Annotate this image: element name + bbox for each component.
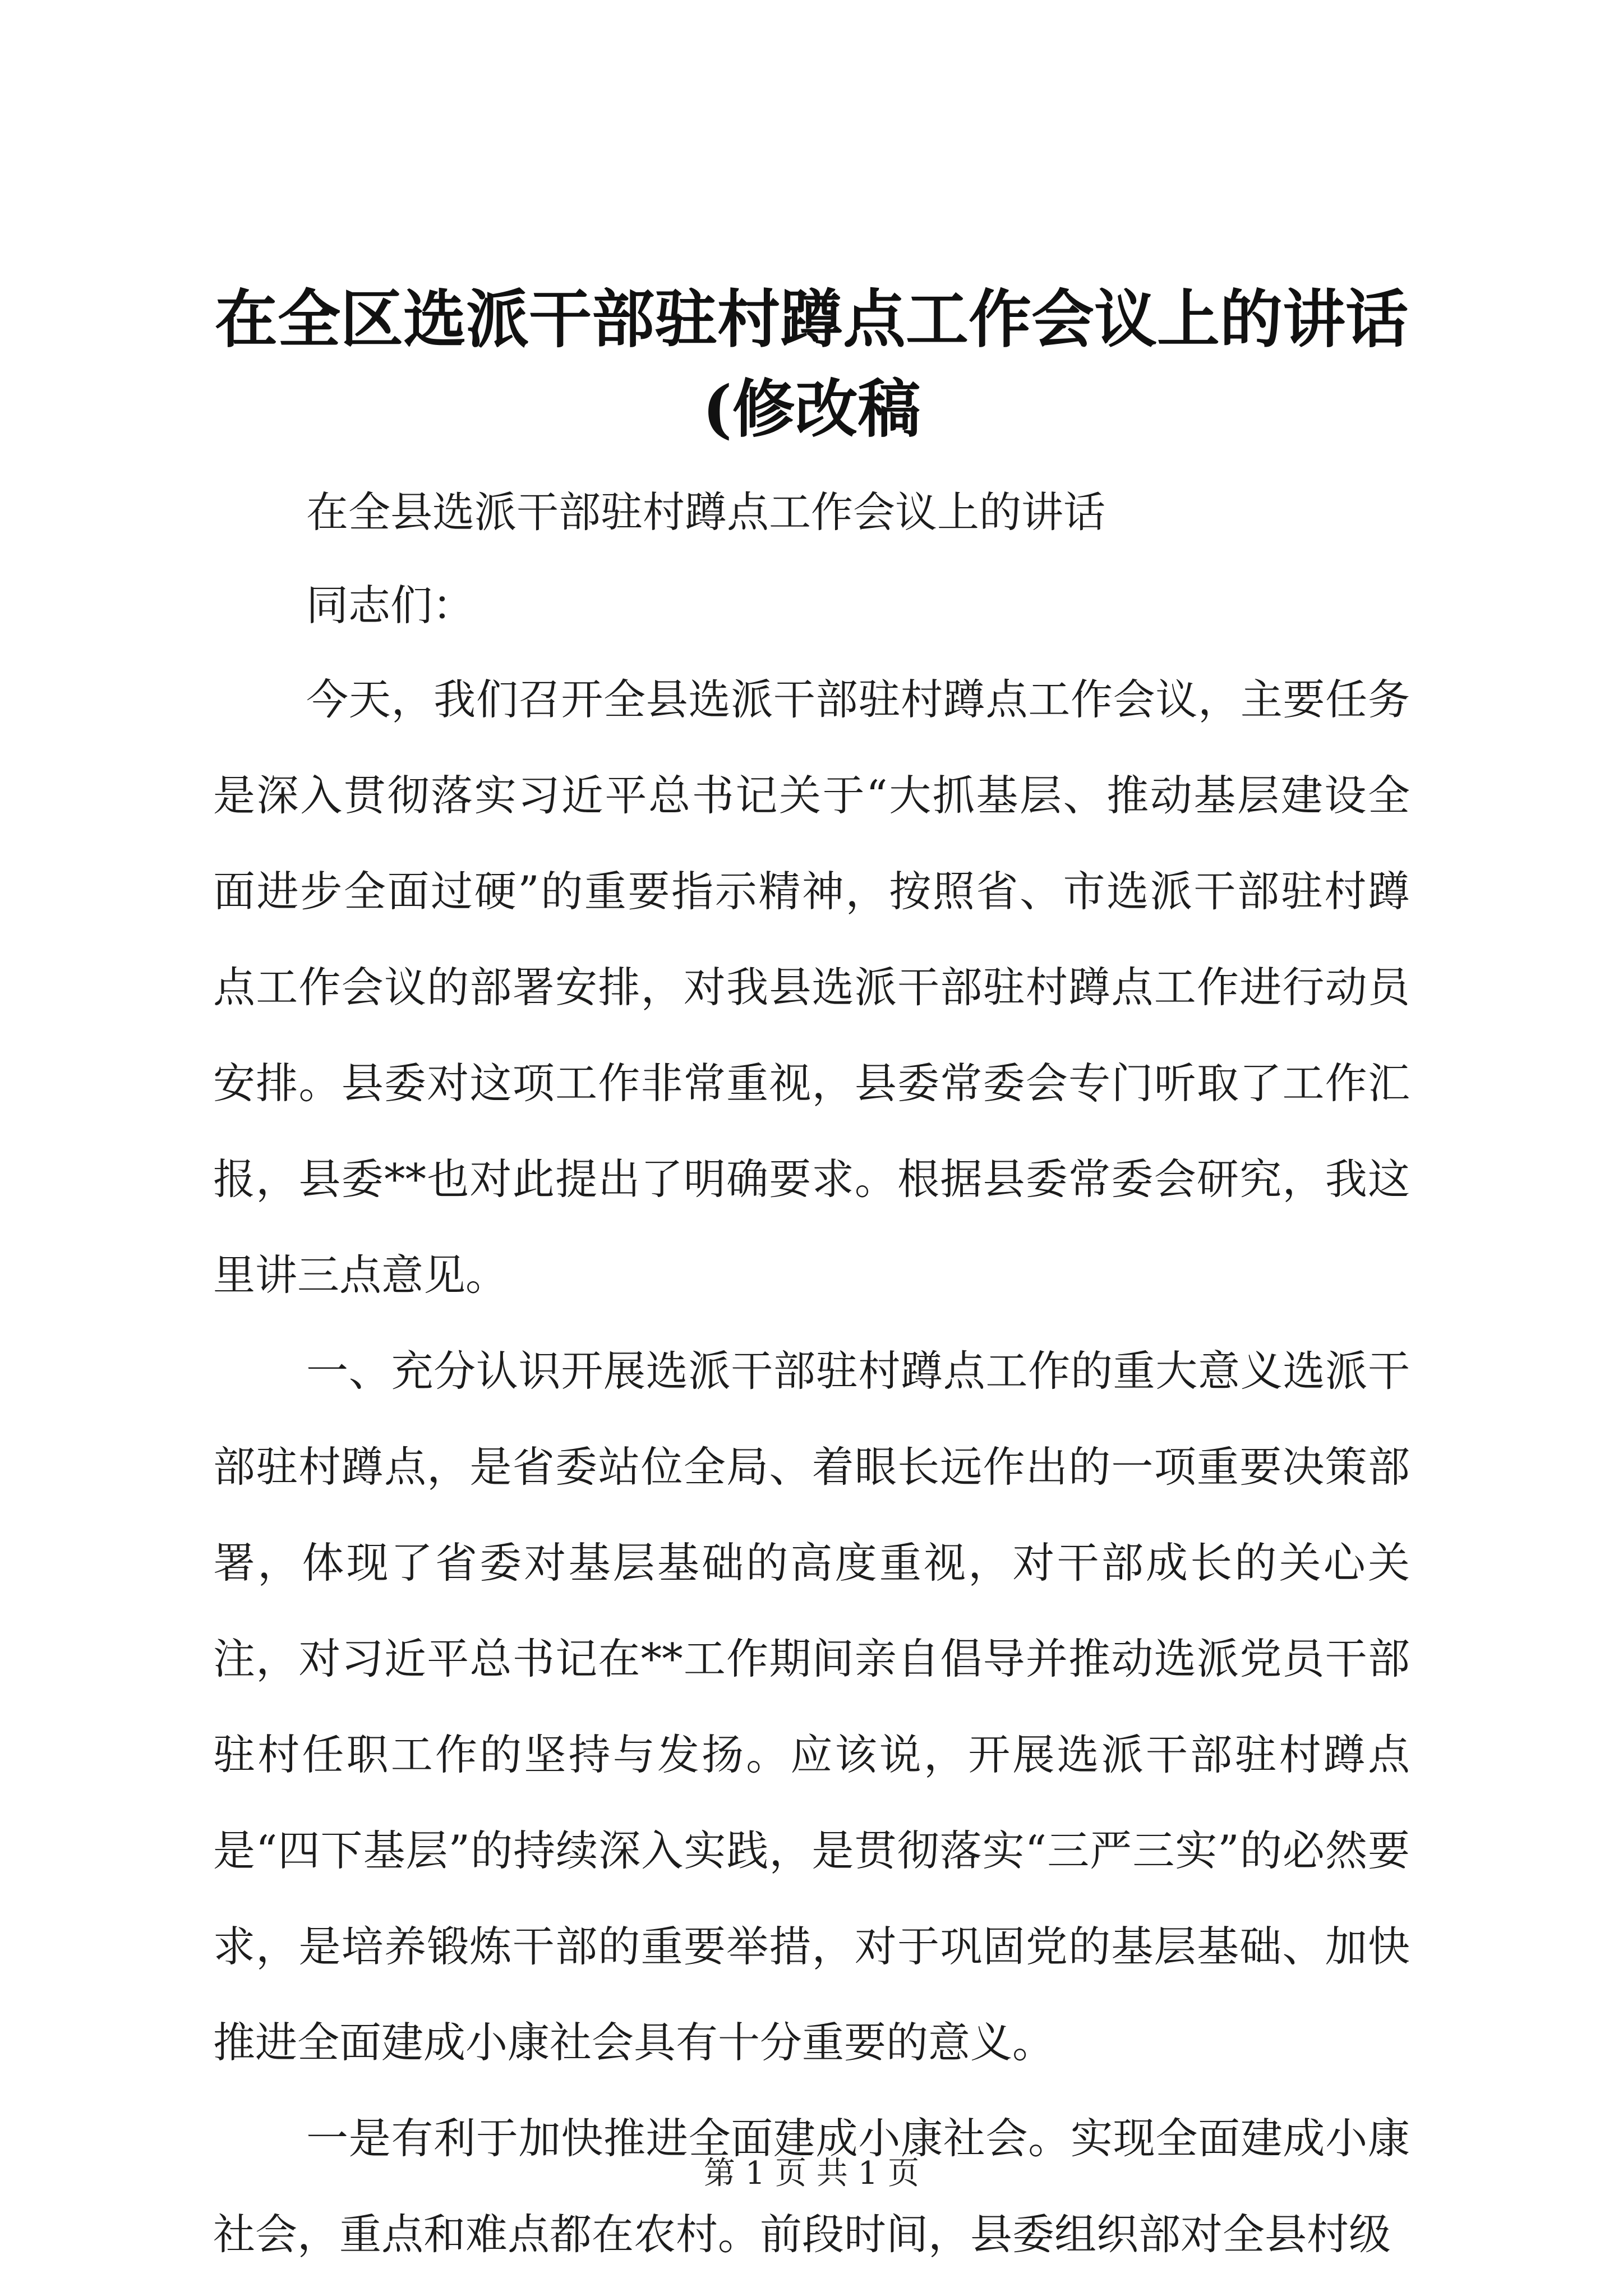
title-line-2: (修改稿 <box>702 372 921 446</box>
paragraph-subtitle: 在全县选派干部驻村蹲点工作会议上的讲话 <box>306 487 1106 537</box>
paragraph-salutation: 同志们： <box>306 581 475 630</box>
page-footer <box>0 2148 1623 2193</box>
paragraph-section-one: 一、充分认识开展选派干部驻村蹲点工作的重大意义选派干部驻村蹲点，是省委站位全局、着眼长远作出的一项重要决策部署，体现了省委对基层基础的高度重视，对干部成长的关心关注，对习近平总书记在**工作期间亲自倡导并推动选派党员干部驻村任职工作的坚持与发扬。应该说，开展选派干部驻村蹲点是“四下基层”的持续深入实践，是贯彻落实“三严三实”的必然要求，是培养锻炼干部的重要举措，对于巩固党的基层基础、加快推进全面建成小康社会具有十分重要的意义。 <box>213 1346 1410 2067</box>
paragraph-point-one: 一是有利于加快推进全面建成小康社会。实现全面建成小康社会，重点和难点都在农村。前段时间，县委组织部对全县村级 <box>213 2114 1410 2259</box>
document-body <box>213 466 1410 2283</box>
paragraph-intro: 今天，我们召开全县选派干部驻村蹲点工作会议，主要任务是深入贯彻落实习近平总书记关于“大抓基层、推动基层建设全面进步全面过硬”的重要指示精神，按照省、市选派干部驻村蹲点工作会议的部署安排，对我县选派干部驻村蹲点工作进行动员安排。县委对这项工作非常重视，县委常委会专门听取了工作汇报，县委**也对此提出了明确要求。根据县委常委会研究，我这里讲三点意见。 <box>213 675 1410 1300</box>
page-number-label: 第 1 页 共 1 页 <box>703 2155 920 2192</box>
document-title <box>213 275 1410 454</box>
title-line-1: 在全区选派干部驻村蹲点工作会议上的讲话 <box>215 283 1408 356</box>
